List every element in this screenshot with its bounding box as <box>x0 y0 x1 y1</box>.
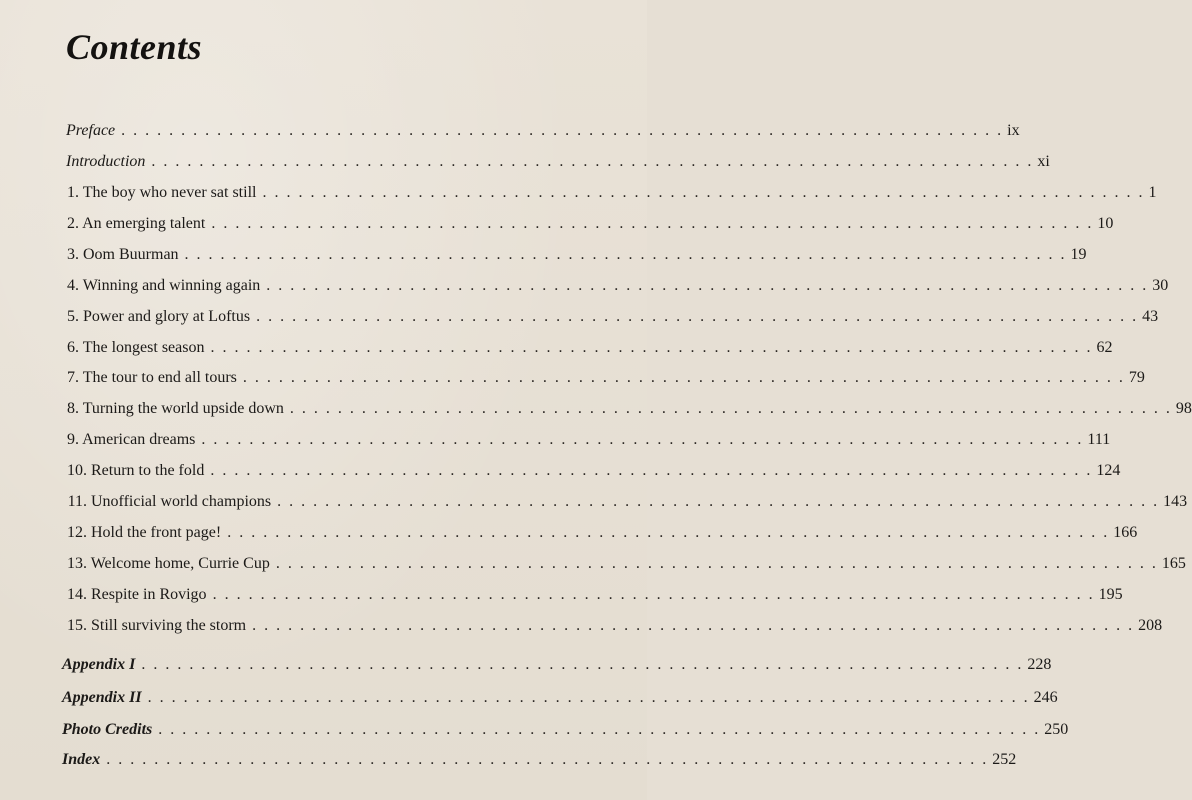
page-title: Contents <box>66 27 203 67</box>
chapter-number: 11. <box>67 493 87 510</box>
chapter-title: Oom Buurman <box>83 246 179 263</box>
chapter-number: 3. <box>67 246 79 263</box>
toc-entry-label <box>58 215 211 233</box>
toc-entry-label <box>58 524 227 542</box>
chapter-title: Winning and winning again <box>82 277 261 294</box>
dot-leader: . . . . . . . . . . . . . . . . . . . . . . . . . . . . . . . . . . . . . . . . . . . . . . . . . . . . . . . . . . . . . . . . . . . . . . . . . . <box>210 462 1093 479</box>
dot-leader: . . . . . . . . . . . . . . . . . . . . . . . . . . . . . . . . . . . . . . . . . . . . . . . . . . . . . . . . . . . . . . . . . . . . . . . . . . <box>141 656 1024 673</box>
toc-chapter-entry <box>58 493 1188 511</box>
toc-entry-label <box>58 586 213 604</box>
chapter-number: 8. <box>67 400 79 417</box>
dot-leader: . . . . . . . . . . . . . . . . . . . . . . . . . . . . . . . . . . . . . . . . . . . . . . . . . . . . . . . . . . . . . . . . . . . . . . . . . . <box>227 524 1110 541</box>
toc-entry-label: Photo Credits <box>62 721 153 738</box>
dot-leader: . . . . . . . . . . . . . . . . . . . . . . . . . . . . . . . . . . . . . . . . . . . . . . . . . . . . . . . . . . . . . . . . . . . . . . . . . . <box>106 751 989 768</box>
dot-leader: . . . . . . . . . . . . . . . . . . . . . . . . . . . . . . . . . . . . . . . . . . . . . . . . . . . . . . . . . . . . . . . . . . . . . . . . . . <box>256 308 1139 325</box>
chapter-number: 5. <box>67 308 79 325</box>
chapter-title: Respite in Rovigo <box>91 586 207 603</box>
chapter-title: An emerging talent <box>82 215 206 232</box>
chapter-title: The longest season <box>82 339 205 356</box>
page-number: 30 <box>1152 277 1169 294</box>
page-number: 43 <box>1142 308 1159 325</box>
toc-chapter-entry <box>58 462 1121 480</box>
page-number: 79 <box>1128 369 1145 386</box>
chapter-number: 7. <box>67 369 79 386</box>
chapter-number: 14. <box>67 586 87 603</box>
dot-leader: . . . . . . . . . . . . . . . . . . . . . . . . . . . . . . . . . . . . . . . . . . . . . . . . . . . . . . . . . . . . . . . . . . . . . . . . . . <box>184 246 1067 263</box>
chapter-number: 15. <box>67 617 87 634</box>
dot-leader: . . . . . . . . . . . . . . . . . . . . . . . . . . . . . . . . . . . . . . . . . . . . . . . . . . . . . . . . . . . . . . . . . . . . . . . . . . <box>201 431 1084 448</box>
toc-entry-label <box>58 493 277 511</box>
toc-entry-label <box>58 617 252 635</box>
toc-entry-label: Introduction <box>66 153 146 170</box>
dot-leader: . . . . . . . . . . . . . . . . . . . . . . . . . . . . . . . . . . . . . . . . . . . . . . . . . . . . . . . . . . . . . . . . . . . . . . . . . . <box>277 493 1160 510</box>
chapter-title: Hold the front page! <box>91 524 222 541</box>
toc-chapter-entry <box>58 308 1159 326</box>
page-number: 252 <box>992 751 1017 768</box>
toc-entry-label: Preface <box>66 122 116 139</box>
toc-back-matter-entry <box>62 751 1017 769</box>
chapter-title: Welcome home, Currie Cup <box>90 555 270 572</box>
dot-leader: . . . . . . . . . . . . . . . . . . . . . . . . . . . . . . . . . . . . . . . . . . . . . . . . . . . . . . . . . . . . . . . . . . . . . . . . . . <box>289 400 1172 417</box>
toc-chapter-entry <box>58 524 1138 542</box>
chapter-title: Unofficial world champions <box>91 493 272 510</box>
page-number: 62 <box>1096 339 1113 356</box>
toc-entry-label: Index <box>62 751 101 768</box>
chapter-title: The boy who never sat still <box>82 184 257 201</box>
page-number: 250 <box>1044 721 1069 738</box>
page-number: 10 <box>1097 215 1114 232</box>
toc-back-matter-entry <box>62 721 1069 739</box>
page-number: 111 <box>1087 431 1111 448</box>
page-number: 195 <box>1098 586 1123 603</box>
toc-entry-label <box>58 339 210 357</box>
toc-entry-label <box>58 555 276 573</box>
dot-leader: . . . . . . . . . . . . . . . . . . . . . . . . . . . . . . . . . . . . . . . . . . . . . . . . . . . . . . . . . . . . . . . . . . . . . . . . . . <box>252 617 1135 634</box>
toc-chapter-entry <box>58 431 1111 449</box>
toc-entry-label <box>58 369 243 387</box>
dot-leader: . . . . . . . . . . . . . . . . . . . . . . . . . . . . . . . . . . . . . . . . . . . . . . . . . . . . . . . . . . . . . . . . . . . . . . . . . . <box>210 339 1093 356</box>
page-number: 143 <box>1163 493 1188 510</box>
page-number: 166 <box>1113 524 1138 541</box>
chapter-number: 6. <box>67 339 79 356</box>
dot-leader: . . . . . . . . . . . . . . . . . . . . . . . . . . . . . . . . . . . . . . . . . . . . . . . . . . . . . . . . . . . . . . . . . . . . . . . . . . <box>121 122 1004 139</box>
toc-chapter-entry <box>58 555 1186 573</box>
page-number: xi <box>1037 153 1050 170</box>
toc-entry-label <box>58 400 290 418</box>
page-number: 98 <box>1175 400 1192 417</box>
toc-chapter-entry <box>58 617 1163 635</box>
toc-entry-label: Appendix I <box>62 656 136 673</box>
page-number: 246 <box>1033 689 1058 706</box>
dot-leader: . . . . . . . . . . . . . . . . . . . . . . . . . . . . . . . . . . . . . . . . . . . . . . . . . . . . . . . . . . . . . . . . . . . . . . . . . . <box>262 184 1145 201</box>
chapter-title: Power and glory at Loftus <box>83 308 251 325</box>
dot-leader: . . . . . . . . . . . . . . . . . . . . . . . . . . . . . . . . . . . . . . . . . . . . . . . . . . . . . . . . . . . . . . . . . . . . . . . . . . <box>158 721 1041 738</box>
page-number: 124 <box>1096 462 1121 479</box>
dot-leader: . . . . . . . . . . . . . . . . . . . . . . . . . . . . . . . . . . . . . . . . . . . . . . . . . . . . . . . . . . . . . . . . . . . . . . . . . . <box>212 586 1095 603</box>
toc-chapter-entry <box>58 215 1114 233</box>
toc-back-matter-entry <box>62 689 1058 707</box>
dot-leader: . . . . . . . . . . . . . . . . . . . . . . . . . . . . . . . . . . . . . . . . . . . . . . . . . . . . . . . . . . . . . . . . . . . . . . . . . . <box>151 153 1034 170</box>
chapter-title: American dreams <box>82 431 196 448</box>
toc-entry-label <box>58 431 201 449</box>
toc-entry-label <box>58 308 256 326</box>
toc-chapter-entry <box>58 586 1123 604</box>
chapter-number: 13. <box>67 555 87 572</box>
toc-chapter-entry <box>58 246 1087 264</box>
chapter-title: The tour to end all tours <box>82 369 237 386</box>
chapter-number: 4. <box>67 277 79 294</box>
page-number: ix <box>1007 122 1020 139</box>
chapter-number: 1. <box>67 184 79 201</box>
page-number: 1 <box>1148 184 1157 201</box>
chapter-number: 12. <box>67 524 87 541</box>
page-number: 19 <box>1070 246 1087 263</box>
toc-entry-label <box>58 246 185 264</box>
toc-chapter-entry <box>58 184 1157 202</box>
page-number: 165 <box>1161 555 1186 572</box>
dot-leader: . . . . . . . . . . . . . . . . . . . . . . . . . . . . . . . . . . . . . . . . . . . . . . . . . . . . . . . . . . . . . . . . . . . . . . . . . . <box>275 555 1158 572</box>
toc-chapter-entry <box>58 339 1113 357</box>
dot-leader: . . . . . . . . . . . . . . . . . . . . . . . . . . . . . . . . . . . . . . . . . . . . . . . . . . . . . . . . . . . . . . . . . . . . . . . . . . <box>147 689 1030 706</box>
dot-leader: . . . . . . . . . . . . . . . . . . . . . . . . . . . . . . . . . . . . . . . . . . . . . . . . . . . . . . . . . . . . . . . . . . . . . . . . . . <box>242 369 1125 386</box>
chapter-number: 2. <box>67 215 79 232</box>
dot-leader: . . . . . . . . . . . . . . . . . . . . . . . . . . . . . . . . . . . . . . . . . . . . . . . . . . . . . . . . . . . . . . . . . . . . . . . . . . <box>211 215 1094 232</box>
chapter-title: Turning the world upside down <box>82 400 284 417</box>
toc-chapter-entry <box>58 277 1169 295</box>
chapter-number: 9. <box>67 431 79 448</box>
chapter-number: 10. <box>67 462 87 479</box>
toc-entry-label <box>58 184 262 202</box>
toc-chapter-entry <box>58 369 1145 387</box>
dot-leader: . . . . . . . . . . . . . . . . . . . . . . . . . . . . . . . . . . . . . . . . . . . . . . . . . . . . . . . . . . . . . . . . . . . . . . . . . . <box>266 277 1149 294</box>
toc-front-matter-entry <box>66 122 1020 140</box>
toc-chapter-entry <box>58 400 1192 418</box>
page-number: 208 <box>1138 617 1163 634</box>
toc-entry-label <box>58 277 266 295</box>
toc-back-matter-entry <box>62 656 1052 674</box>
toc-entry-label <box>58 462 210 480</box>
toc-front-matter-entry <box>66 153 1050 171</box>
page-number: 228 <box>1027 656 1052 673</box>
toc-entry-label: Appendix II <box>62 689 142 706</box>
chapter-title: Return to the fold <box>91 462 205 479</box>
chapter-title: Still surviving the storm <box>91 617 247 634</box>
